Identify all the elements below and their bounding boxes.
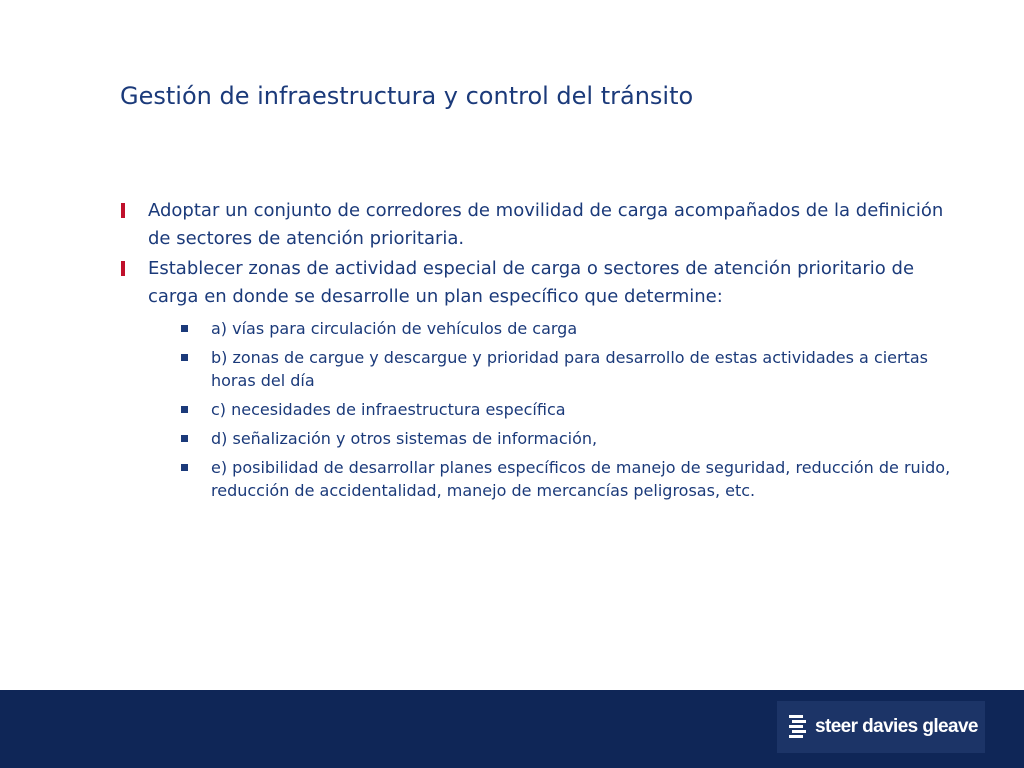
square-bullet-icon [181,325,188,332]
sub-bullet-text: a) vías para circulación de vehículos de carga [211,319,578,338]
sub-bullet-item [148,427,956,450]
square-bullet-icon [181,406,188,413]
sub-bullet-item [148,398,956,421]
sub-bullet-item [148,456,956,502]
bullet-text: Adoptar un conjunto de corredores de movilidad de carga acompañados de la definición de sectores de atención prioritaria. [148,200,944,249]
square-bullet-icon [181,354,188,361]
sub-bullet-text: d) señalización y otros sistemas de información, [211,429,598,448]
sub-bullet-text: e) posibilidad de desarrollar planes específicos de manejo de seguridad, reducción de ruido, reducción de accidentalidad, manejo de mercancías peligrosas, etc. [211,458,951,500]
sub-bullet-text: c) necesidades de infraestructura específica [211,400,566,419]
logo-text: steer davies gleave [815,716,978,737]
bullet-text: Establecer zonas de actividad especial de carga o sectores de atención prioritario de carga en donde se desarrolle un plan específico que determine: [148,258,915,307]
sub-bullet-list [148,317,956,502]
bullet-item-zonas [121,255,956,502]
slide-content [121,197,956,504]
square-bullet-icon [181,435,188,442]
bullet-item-corredores [121,197,956,253]
sub-bullet-item [148,317,956,340]
stacked-bars-logo-icon [787,714,809,740]
company-logo [777,701,985,753]
square-bullet-icon [181,464,188,471]
red-bar-bullet-icon [121,203,125,218]
bullet-list [121,197,956,502]
sub-bullet-item [148,346,956,392]
red-bar-bullet-icon [121,261,125,276]
slide-title: Gestión de infraestructura y control del tránsito [120,82,694,110]
sub-bullet-text: b) zonas de cargue y descargue y prioridad para desarrollo de estas actividades a ciertas horas del día [211,348,929,390]
